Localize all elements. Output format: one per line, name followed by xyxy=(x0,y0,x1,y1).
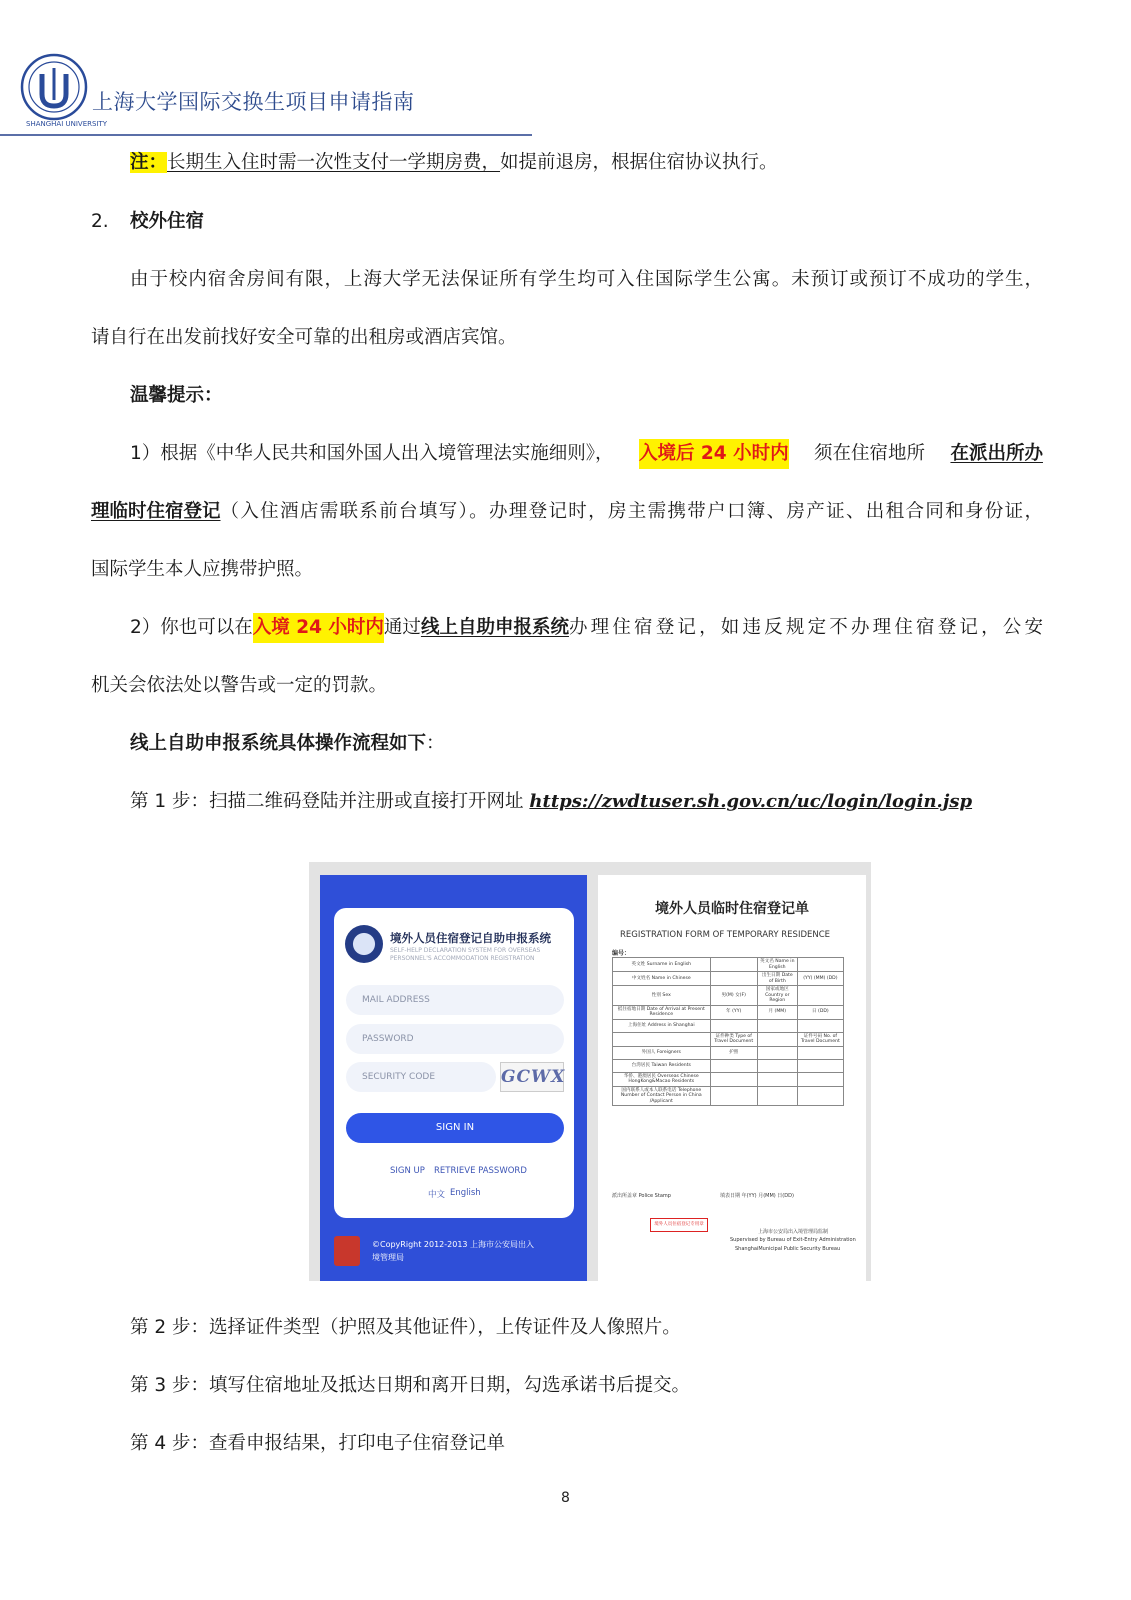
form-row xyxy=(613,972,844,986)
step1-line xyxy=(130,787,972,817)
section-number: 2. xyxy=(91,211,109,232)
form-cell: 护照 xyxy=(710,1046,757,1059)
form-cell xyxy=(797,1059,843,1072)
form-cell: 国家或地区 Country or Region xyxy=(757,986,797,1006)
tip1-mid: 须在住宿地所 xyxy=(814,443,926,464)
document-title: 上海大学国际交换生项目申请指南 xyxy=(92,90,415,114)
police-stamp-label: 派出所盖章 Police Stamp xyxy=(612,1193,671,1199)
form-cell: 华侨、港澳居民 Overseas Chinese HongKong&Macao Residents xyxy=(613,1072,711,1086)
tip1-police-station: 在派出所办 xyxy=(950,443,1043,464)
sign-up-link[interactable]: SIGN UP xyxy=(390,1166,425,1176)
section-heading: 校外住宿 xyxy=(130,211,205,232)
step1-url-link[interactable]: https://zwdtuser.sh.gov.cn/uc/login/login.jsp xyxy=(529,791,973,812)
form-cell xyxy=(710,1086,757,1106)
note-line xyxy=(130,148,778,178)
form-cell xyxy=(757,1086,797,1106)
system-title: 境外人员住宿登记自助申报系统 xyxy=(390,931,551,945)
exit-entry-logo-icon xyxy=(334,1236,360,1266)
form-cell: 外国人 Foreigners xyxy=(613,1046,711,1059)
form-cell xyxy=(613,1032,711,1046)
form-number-label: 编号： xyxy=(612,950,631,957)
shanghai-university-logo xyxy=(18,44,108,130)
form-cell: 月 (MM) xyxy=(757,1005,797,1019)
form-cell: 日 (DD) xyxy=(797,1005,843,1019)
step2-line: 第 2 步：选择证件类型（护照及其他证件），上传证件及人像照片。 xyxy=(130,1317,681,1338)
copyright-text: ©CopyRight 2012-2013 上海市公安局出入境管理局 xyxy=(372,1240,535,1262)
section-para-line1: 由于校内宿舍房间有限，上海大学无法保证所有学生均可入住国际学生公寓。未预订或预订不成功的学生， xyxy=(130,269,1043,290)
form-row xyxy=(613,1072,844,1086)
tip1-line2 xyxy=(91,497,1043,527)
note-tail: 如提前退房，根据住宿协议执行。 xyxy=(500,152,778,173)
steps-heading-text: 线上自助申报系统具体操作流程如下 xyxy=(130,733,427,754)
form-cell xyxy=(757,1032,797,1046)
header-divider xyxy=(0,134,532,136)
tip1-registration: 理临时住宿登记 xyxy=(91,501,221,522)
form-cell xyxy=(797,986,843,1006)
form-cell: 年 (YY) xyxy=(710,1005,757,1019)
tip2-rest: 办理住宿登记，如违反规定不办理住宿登记，公安 xyxy=(568,617,1043,638)
form-row xyxy=(613,1005,844,1019)
official-stamp: 境外人员住宿登记专用章 xyxy=(650,1218,708,1232)
form-cell: (YY) (MM) (DD) xyxy=(797,972,843,986)
form-cell: 证件种类 Type of Travel Document xyxy=(710,1032,757,1046)
form-row xyxy=(613,1032,844,1046)
form-row xyxy=(613,986,844,1006)
steps-heading-colon: ： xyxy=(426,733,445,754)
police-emblem-icon xyxy=(345,925,383,963)
svg-text:SHANGHAI UNIVERSITY: SHANGHAI UNIVERSITY xyxy=(26,120,108,128)
form-cell: 台湾居民 Taiwan Residents xyxy=(613,1059,711,1072)
form-cell xyxy=(710,972,757,986)
form-cell xyxy=(757,1046,797,1059)
lang-zh-link[interactable]: 中文 xyxy=(428,1190,446,1200)
form-cell xyxy=(797,958,843,972)
tips-heading: 温馨提示： xyxy=(130,385,223,406)
form-cell: 证件号码 No. of Travel Document xyxy=(797,1032,843,1046)
form-cell: 中文姓名 Name in Chinese xyxy=(613,972,711,986)
section-para-line2: 请自行在出发前找好安全可靠的出租房或酒店宾馆。 xyxy=(91,327,517,348)
form-cell xyxy=(757,1072,797,1086)
form-cell: 出生日期 Date of Birth xyxy=(757,972,797,986)
form-row xyxy=(613,1019,844,1032)
step3-line: 第 3 步：填写住宿地址及抵达日期和离开日期，勾选承诺书后提交。 xyxy=(130,1375,691,1396)
form-cell: 国内联系人或本人联系电话 Telephone Number of Contact Person in China /Applicant xyxy=(613,1086,711,1106)
form-row xyxy=(613,1059,844,1072)
form-cell: 男(M) 女(F) xyxy=(710,986,757,1006)
step4-line: 第 4 步：查看申报结果，打印电子住宿登记单 xyxy=(130,1433,506,1454)
note-label: 注： xyxy=(130,152,168,173)
form-row xyxy=(613,1046,844,1059)
tip1-intro: 1）根据《中华人民共和国外国人出入境管理法实施细则》， xyxy=(130,443,614,464)
form-cell xyxy=(710,1072,757,1086)
tip2-via: 通过 xyxy=(383,617,421,638)
supervised-en1: Supervised by Bureau of Exit-Entry Administration xyxy=(730,1237,856,1243)
retrieve-password-link[interactable]: RETRIEVE PASSWORD xyxy=(434,1166,527,1176)
supervised-label: 上海市公安局出入境管理局监制 xyxy=(758,1229,829,1235)
sign-in-button[interactable]: SIGN IN xyxy=(346,1113,564,1143)
step1-text: 第 1 步：扫描二维码登陆并注册或直接打开网址 xyxy=(130,791,530,812)
form-row xyxy=(613,1086,844,1106)
tip2-highlight: 入境 24 小时内 xyxy=(253,613,384,643)
form-row xyxy=(613,958,844,972)
supervised-en2: ShanghaiMunicipal Public Security Bureau xyxy=(735,1246,841,1252)
tip1-details: （入住酒店需联系前台填写）。办理登记时，房主需携带户口簿、房产证、出租合同和身份证， xyxy=(220,501,1043,522)
tip2-line1 xyxy=(130,613,1043,643)
form-cell xyxy=(710,958,757,972)
form-cell xyxy=(710,1059,757,1072)
form-cell: 英文姓 Surname in English xyxy=(613,958,711,972)
form-cell xyxy=(710,1019,757,1032)
form-cell xyxy=(797,1046,843,1059)
form-cell xyxy=(797,1086,843,1106)
note-text: 长期生入住时需一次性支付一学期房费， xyxy=(167,152,501,173)
form-cell xyxy=(797,1019,843,1032)
security-code-input[interactable]: SECURITY CODE xyxy=(346,1062,496,1092)
form-cell xyxy=(757,1019,797,1032)
tip2-line2: 机关会依法处以警告或一定的罚款。 xyxy=(91,675,388,696)
fill-date-label: 填表日期 年(YY) 月(MM) 日(DD) xyxy=(720,1193,794,1199)
form-grid xyxy=(612,957,844,1106)
captcha-image[interactable]: GCWX xyxy=(500,1062,564,1092)
form-cell: 上海住址 Address in Shanghai xyxy=(613,1019,711,1032)
form-subtitle: REGISTRATION FORM OF TEMPORARY RESIDENCE xyxy=(620,930,831,940)
tip2-intro: 2）你也可以在 xyxy=(130,617,253,638)
lang-en-link[interactable]: English xyxy=(450,1188,481,1198)
form-cell: 英文名 Name in English xyxy=(757,958,797,972)
tip2-online-system: 线上自助申报系统 xyxy=(420,617,569,638)
tip1-line1 xyxy=(130,439,1043,469)
form-cell: 抵住宿地日期 Date of Arrival at Present Residence xyxy=(613,1005,711,1019)
page-number: 8 xyxy=(561,1490,570,1506)
form-cell xyxy=(757,1059,797,1072)
system-subtitle: SELF-HELP DECLARATION SYSTEM FOR OVERSEAS PERSONNEL'S ACCOMMODATION REGISTRATION xyxy=(390,947,541,962)
form-title: 境外人员临时住宿登记单 xyxy=(655,901,809,917)
steps-heading xyxy=(130,729,445,759)
form-cell xyxy=(797,1072,843,1086)
tip1-highlight: 入境后 24 小时内 xyxy=(639,439,789,469)
password-input[interactable]: PASSWORD xyxy=(346,1024,564,1054)
form-cell: 性别 Sex xyxy=(613,986,711,1006)
tip1-line3: 国际学生本人应携带护照。 xyxy=(91,559,314,580)
mail-address-input[interactable]: MAIL ADDRESS xyxy=(346,985,564,1015)
